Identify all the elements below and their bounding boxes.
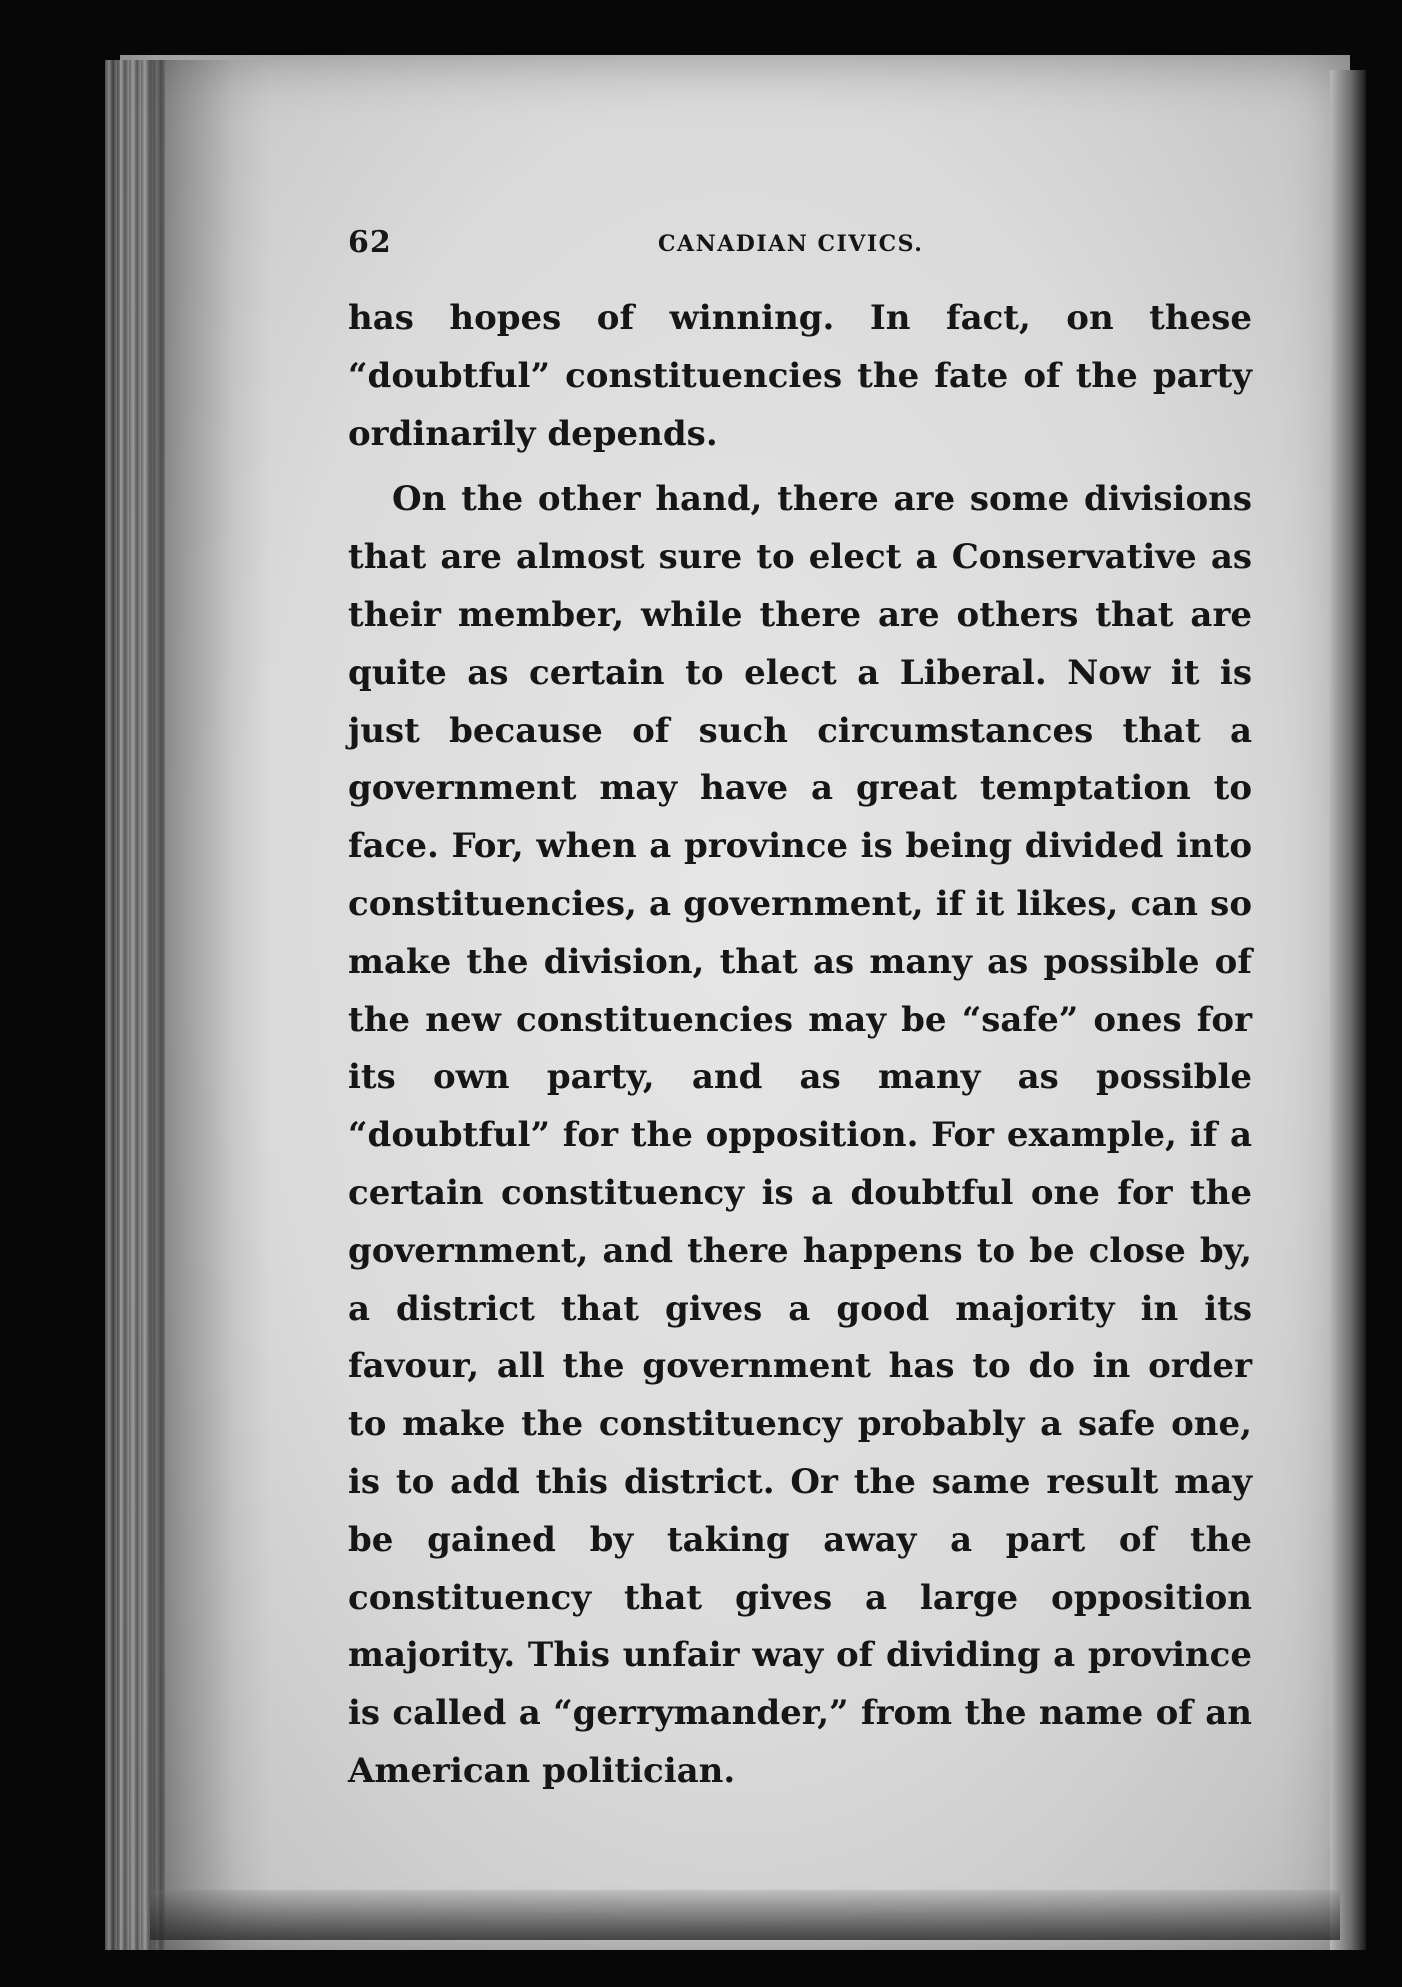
paragraph-1: has hopes of winning. In fact, on these “doubtful” constituencies the fate of the party ordinarily depends. <box>348 298 1252 454</box>
running-title: CANADIAN CIVICS. <box>658 231 924 257</box>
paragraph-2: On the other hand, there are some divisions that are almost sure to elect a Conservative as their member, while there are others that are quite as certain to elect a Liberal. Now it is just because of such circumstances that a government may have a great temptation to face. For, when a province is being divided into constituencies, a government, if it likes, can so make the division, that as many as possible of the new constituencies may be “safe” ones for its own party, and as many as possible “doubtful” for the opposition. For example, if a certain constituency is a doubtful one for the government, and there happens to be close by, a district that gives a good majority in its favour, all the government has to do in order to make the constituency probably a safe one, is to add this district. Or the same result may be gained by taking away a part of the constituency that gives a large opposition majority. This unfair way of dividing a province is called a “gerrymander,” from the name of an American politician. <box>348 479 1252 1791</box>
body-text <box>348 290 1252 1801</box>
page-edge-right <box>1330 70 1366 1950</box>
page-edge-bottom <box>150 1890 1340 1940</box>
binding-shadow <box>150 60 270 1950</box>
page-number: 62 <box>348 225 392 260</box>
running-head <box>348 225 1248 265</box>
